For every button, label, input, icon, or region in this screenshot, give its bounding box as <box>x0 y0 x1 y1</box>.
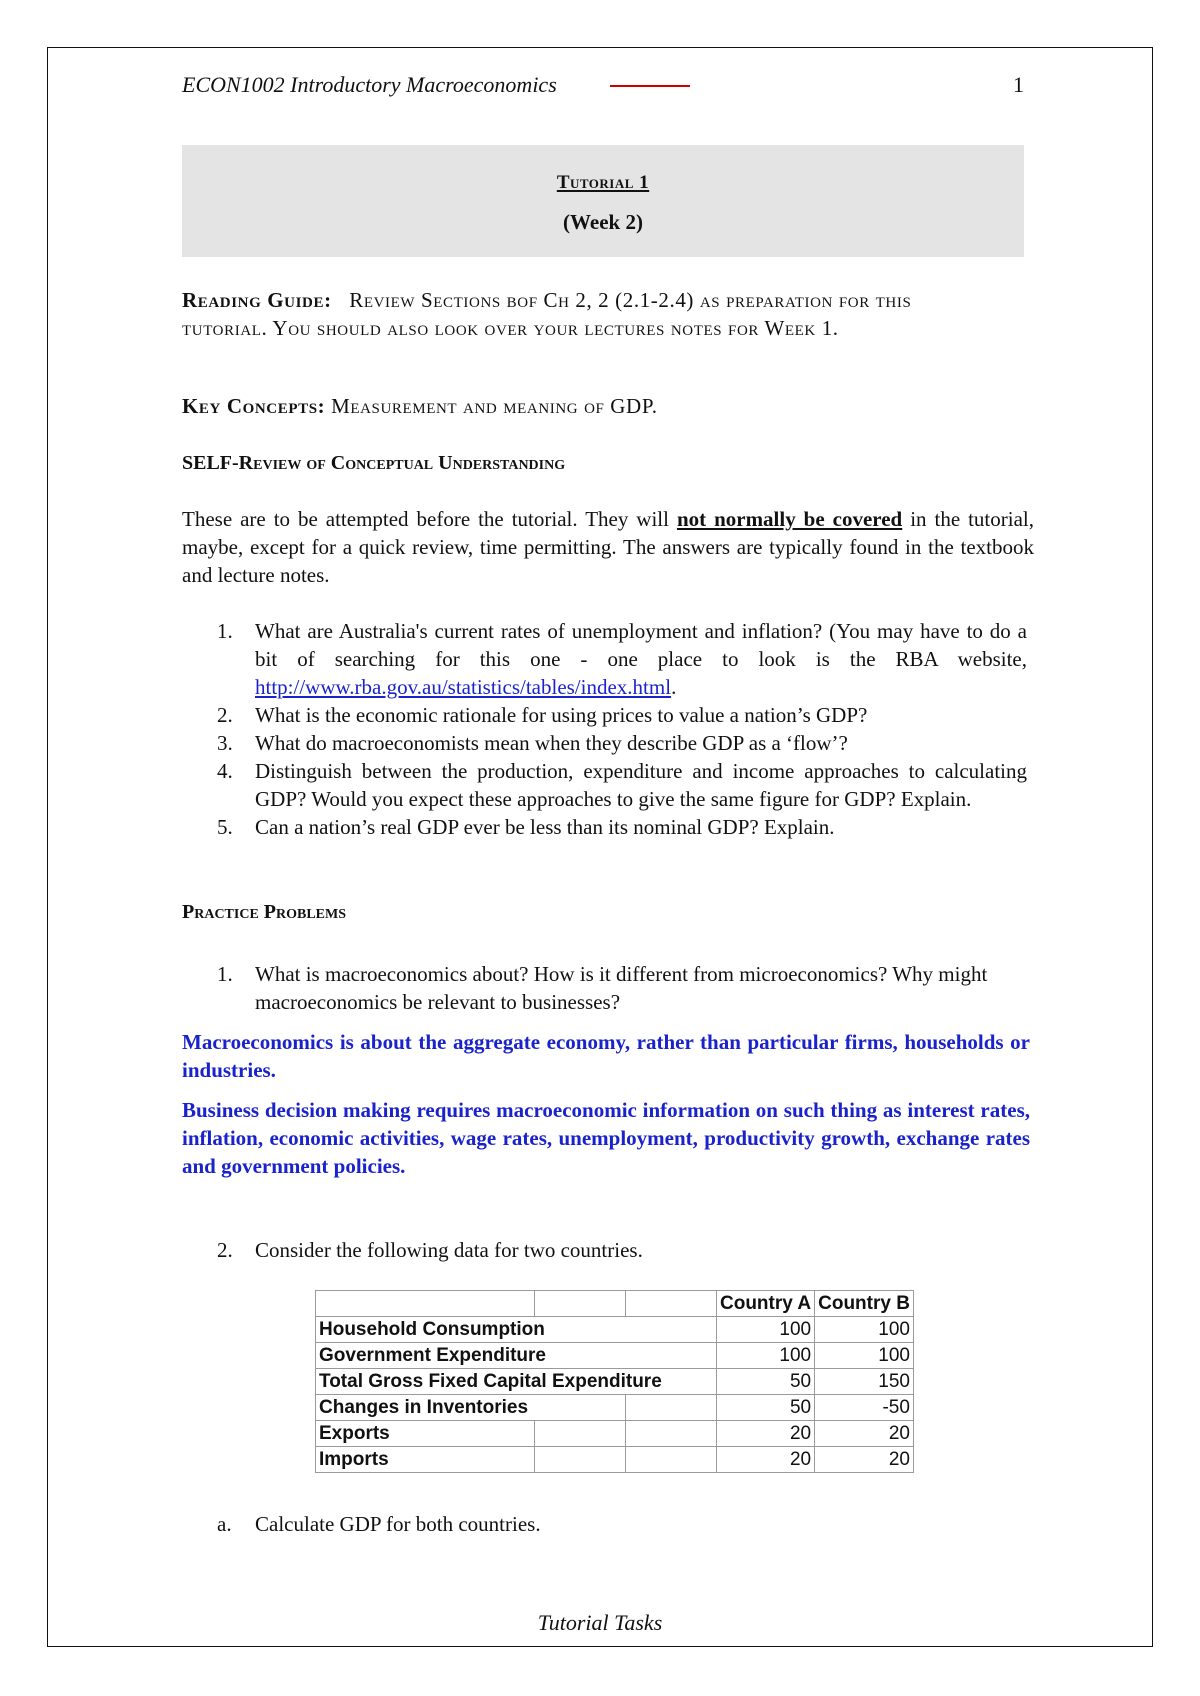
reading-guide-line2: tutorial. You should also look over your lectures notes for Week 1. <box>182 316 839 340</box>
list-item: 1. What is macroeconomics about? How is it different from microeconomics? Why might macroeconomics be relevant to businesses? <box>217 962 988 1014</box>
reading-guide-label: Reading Guide: <box>182 288 332 312</box>
not-covered-emphasis: not normally be covered <box>676 507 903 531</box>
list-item: 3. What do macroeconomists mean when they describe GDP as a ‘flow’? <box>217 731 848 755</box>
table-row: Total Gross Fixed Capital Expenditure 50 150 <box>316 1369 914 1395</box>
course-title: ECON1002 Introductory Macroeconomics <box>182 72 557 97</box>
page-number: 1 <box>1013 72 1024 97</box>
key-concepts <box>182 392 1034 420</box>
practice-question-1 <box>217 960 1027 1016</box>
list-item: 2. Consider the following data for two countries. <box>217 1238 643 1262</box>
page-header <box>182 72 1024 102</box>
reading-guide <box>182 286 1034 342</box>
table-row: Imports 20 20 <box>316 1447 914 1473</box>
self-review-heading: SELF-Review of Conceptual Understanding <box>182 452 566 474</box>
self-review-questions <box>217 617 1027 841</box>
table-row: Household Consumption 100 100 <box>316 1317 914 1343</box>
practice-question-2 <box>217 1236 1027 1264</box>
column-header: Country A <box>717 1291 815 1317</box>
list-item: a. Calculate GDP for both countries. <box>217 1512 541 1536</box>
table-row: Government Expenditure 100 100 <box>316 1343 914 1369</box>
column-header: Country B <box>815 1291 914 1317</box>
header-red-rule <box>610 85 690 87</box>
list-item: 5. Can a nation’s real GDP ever be less than its nominal GDP? Explain. <box>217 815 835 839</box>
table-header-row <box>316 1291 914 1317</box>
practice-problems-heading: Practice Problems <box>182 901 347 923</box>
list-item: 4. Distinguish between the production, expenditure and income approaches to calculating GDP? Would you expect these approaches to give the same figure for GDP? Explain. <box>217 759 1027 811</box>
table-row: Exports 20 20 <box>316 1421 914 1447</box>
tutorial-title: Tutorial 1 <box>556 172 650 193</box>
table-row: Changes in Inventories 50 -50 <box>316 1395 914 1421</box>
page-footer: Tutorial Tasks <box>537 1610 663 1635</box>
list-item: 1. What are Australia's current rates of unemployment and inflation? (You may have to do a bit of searching for this one - one place to look is the RBA website, http://www.rba.gov.au/statistics/tables/index.html. <box>217 619 1027 699</box>
answer-paragraph-1: Macroeconomics is about the aggregate economy, rather than particular firms, households or industries. <box>182 1030 1030 1082</box>
list-item: 2. What is the economic rationale for using prices to value a nation’s GDP? <box>217 703 868 727</box>
practice-question-2a <box>217 1510 1027 1538</box>
country-data-table <box>315 1290 914 1473</box>
rba-link[interactable]: http://www.rba.gov.au/statistics/tables/index.html <box>255 675 672 699</box>
answer-paragraph-2: Business decision making requires macroeconomic information on such thing as interest rates, inflation, economic activities, wage rates, unemployment, productivity growth, exchange rates and government policies. <box>182 1098 1030 1178</box>
self-review-intro: These are to be attempted before the tutorial. They will not normally be covered in the tutorial, maybe, except for a quick review, time permitting. The answers are typically found in the textbook and lecture notes. <box>182 507 1034 587</box>
reading-guide-line1: Review Sections bof Ch 2, 2 (2.1-2.4) as preparation for this <box>349 288 912 312</box>
key-concepts-label: Key Concepts: <box>182 394 326 418</box>
key-concepts-text: Measurement and meaning of GDP. <box>331 394 658 418</box>
week-label: (Week 2) <box>563 210 643 234</box>
title-banner <box>182 145 1024 257</box>
